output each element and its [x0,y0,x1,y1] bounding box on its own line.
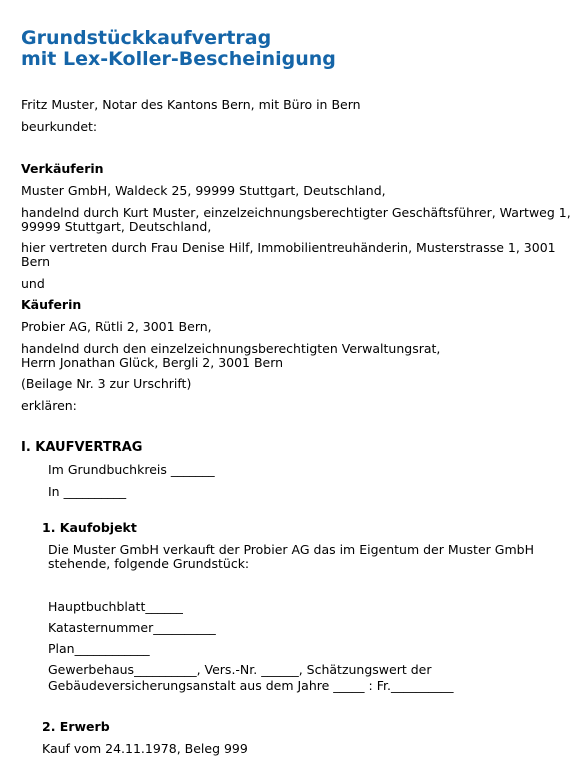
and-line: und [21,276,45,291]
subsection-heading-kaufobjekt: 1. Kaufobjekt [42,520,137,535]
buyer-heading: Käuferin [21,297,82,312]
seller-rep-line1: hier vertreten durch Frau Denise Hilf, Immobilientreuhänderin, Musterstrasse 1, 3001 [21,240,556,255]
hauptbuchblatt-line: Hauptbuchblatt______ [48,599,183,614]
attachment-note: (Beilage Nr. 3 zur Urschrift) [21,376,192,391]
seller-rep-line2: Bern [21,254,51,269]
buyer-company: Probier AG, Rütli 2, 3001 Bern, [21,319,212,334]
buyer-acting-line1: handelnd durch den einzelzeichnungsberechtigten Verwaltungsrat, [21,341,441,356]
seller-company: Muster GmbH, Waldeck 25, 99999 Stuttgart, Deutschland, [21,183,386,198]
katasternummer-line: Katasternummer__________ [48,620,216,635]
document-title-line2: mit Lex-Koller-Bescheinigung [21,48,336,70]
in-line: In __________ [48,484,127,499]
section-heading-kaufvertrag: I. KAUFVERTRAG [21,440,143,455]
land-register-line: Im Grundbuchkreis _______ [48,462,215,477]
seller-acting-line2: 99999 Stuttgart, Deutschland, [21,219,212,234]
certifies-line: beurkundet: [21,119,98,134]
subsection-heading-erwerb: 2. Erwerb [42,719,110,734]
buyer-acting-line2: Herrn Jonathan Glück, Bergli 2, 3001 Bern [21,355,284,370]
notary-line: Fritz Muster, Notar des Kantons Bern, mit Büro in Bern [21,97,361,112]
kaufobjekt-text-line1: Die Muster GmbH verkauft der Probier AG das im Eigentum der Muster GmbH [48,542,534,557]
erwerb-text: Kauf vom 24.11.1978, Beleg 999 [42,741,248,756]
gewerbehaus-line2: Gebäudeversicherungsanstalt aus dem Jahre _____ : Fr.__________ [48,678,454,693]
seller-heading: Verkäuferin [21,161,104,176]
kaufobjekt-text-line2: stehende, folgende Grundstück: [48,556,250,571]
plan-line: Plan____________ [48,641,150,656]
gewerbehaus-line1: Gewerbehaus__________, Vers.-Nr. ______, Schätzungswert der [48,662,432,677]
document-title-line1: Grundstückkaufvertrag [21,27,272,49]
seller-acting-line1: handelnd durch Kurt Muster, einzelzeichnungsberechtigter Geschäftsführer, Wartweg 1, [21,205,571,220]
declare-line: erklären: [21,398,77,413]
